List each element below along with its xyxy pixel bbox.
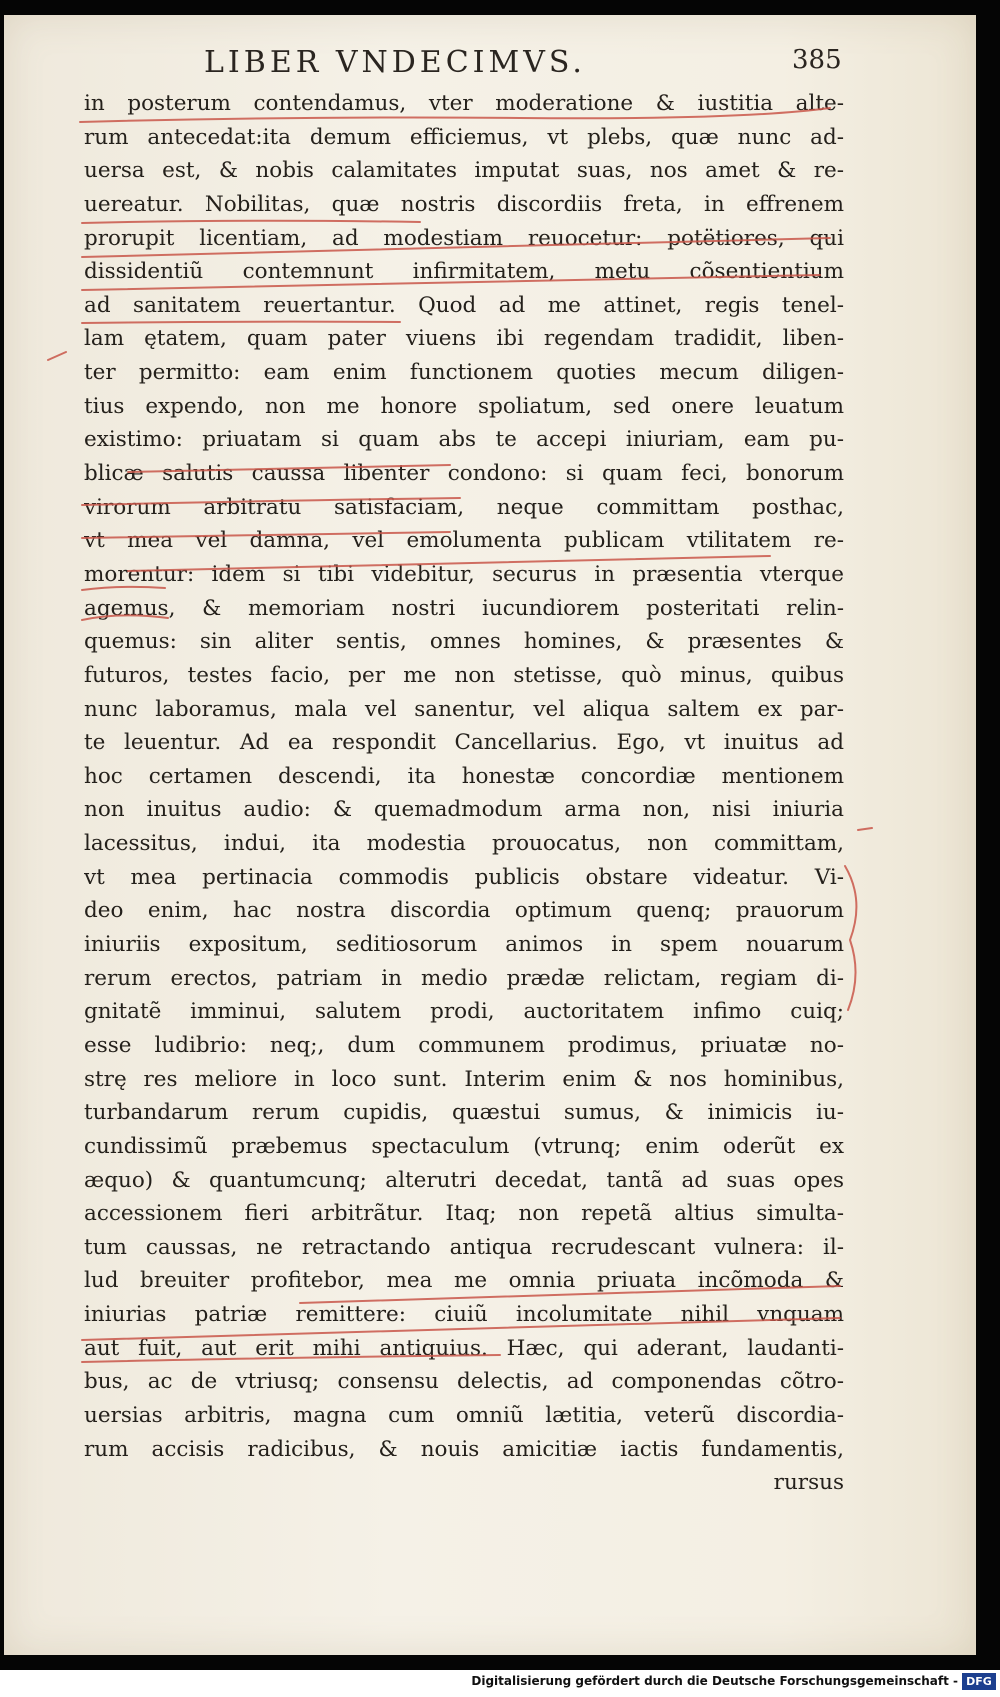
- text-line: cundissimũ præbemus spectaculum (vtrunq; enim oderũt ex: [84, 1133, 844, 1159]
- text-line: non inuitus audio: & quemadmodum arma non, nisi iniuria: [84, 797, 844, 823]
- text-line: aut fuit, aut erit mihi antiquius. Hæc, qui aderant, laudanti-: [84, 1335, 844, 1361]
- text-line: prorupit licentiam, ad modestiam reuocetur: potëtiores, qui: [84, 225, 844, 251]
- text-line: nunc laboramus, mala vel sanentur, vel aliqua saltem ex par-: [84, 696, 844, 722]
- dfg-logo: DFG: [962, 1673, 996, 1690]
- text-line: lam ętatem, quam pater viuens ibi regendam tradidit, liben-: [84, 326, 844, 352]
- text-line: hoc certamen descendi, ita honestæ concordiæ mentionem: [84, 763, 844, 789]
- text-line: tius expendo, non me honore spoliatum, sed onere leuatum: [84, 393, 844, 419]
- text-line: virorum arbitratu satisfaciam, neque committam posthac,: [84, 494, 844, 520]
- text-line: quemus: sin aliter sentis, omnes homines, & præsentes &: [84, 629, 844, 655]
- text-line: iniuriis expositum, seditiosorum animos in spem nouarum: [84, 932, 844, 958]
- text-line: esse ludibrio: neq;, dum communem prodimus, priuatæ no-: [84, 1032, 844, 1058]
- text-line: te leuentur. Ad ea respondit Cancellarius. Ego, vt inuitus ad: [84, 730, 844, 756]
- text-line: ad sanitatem reuertantur. Quod ad me attinet, regis tenel-: [84, 292, 844, 318]
- text-line: in posterum contendamus, vter moderatione & iustitia alte-: [84, 91, 844, 116]
- text-line: strę res meliore in loco sunt. Interim enim & nos hominibus,: [84, 1066, 844, 1092]
- text-line: tum caussas, ne retractando antiqua recrudescant vulnera: il-: [84, 1234, 844, 1260]
- text-line: rursus: [773, 1470, 844, 1496]
- text-line: existimo: priuatam si quam abs te accepi iniuriam, eam pu-: [84, 427, 844, 453]
- text-line: lacessitus, indui, ita modestia prouocatus, non committam,: [84, 831, 844, 857]
- text-line: turbandarum rerum cupidis, quæstui sumus, & inimicis iu-: [84, 1100, 844, 1126]
- text-line: vt mea pertinacia commodis publicis obstare videatur. Vi-: [84, 864, 844, 890]
- text-line: vt mea vel damna, vel emolumenta publicam vtilitatem re-: [84, 528, 844, 554]
- text-line: uereatur. Nobilitas, quæ nostris discordiis freta, in effrenem: [84, 191, 844, 217]
- text-line: iniurias patriæ remittere: ciuiũ incolumitate nihil vnquam: [84, 1302, 844, 1328]
- text-line: gnitatẽ imminui, salutem prodi, auctoritatem infimo cuiq;: [84, 999, 844, 1025]
- text-line: æquo) & quantumcunq; alterutri decedat, tantã ad suas opes: [84, 1167, 844, 1193]
- text-line: bus, ac de vtriusq; consensu delectis, ad componendas cõtro-: [84, 1369, 844, 1395]
- book-page: [4, 15, 976, 1655]
- text-line: dissidentiũ contemnunt infirmitatem, metu cõsentientium: [84, 259, 844, 285]
- text-line: accessionem fieri arbitrãtur. Itaq; non repetã altius simulta-: [84, 1201, 844, 1227]
- text-line: deo enim, hac nostra discordia optimum quenq; prauorum: [84, 898, 844, 924]
- text-line: agemus, & memoriam nostri iucundiorem posteritati relin-: [84, 595, 844, 621]
- text-line: rum antecedat:ita demum efficiemus, vt plebs, quæ nunc ad-: [84, 124, 844, 150]
- text-line: futuros, testes facio, per me non stetisse, quò minus, quibus: [84, 662, 844, 688]
- text-line: uersa est, & nobis calamitates imputat suas, nos amet & re-: [84, 158, 844, 184]
- running-title: LIBER VNDECIMVS.: [204, 45, 586, 80]
- text-line: lud breuiter profitebor, mea me omnia priuata incõmoda &: [84, 1268, 844, 1294]
- text-line: blicæ salutis caussa libenter condono: si quam feci, bonorum: [84, 461, 844, 487]
- text-line: rerum erectos, patriam in medio prædæ relictam, regiam di-: [84, 965, 844, 991]
- digitization-footer: [0, 1670, 1000, 1697]
- text-line: ter permitto: eam enim functionem quoties mecum diligen-: [84, 360, 844, 386]
- text-line: morentur: idem si tibi videbitur, securus in præsentia vterque: [84, 561, 844, 587]
- text-line: rum accisis radicibus, & nouis amicitiæ iactis fundamentis,: [84, 1436, 844, 1462]
- body-text: [84, 87, 844, 1500]
- page-number: 385: [792, 45, 842, 75]
- funding-credit: Digitalisierung gefördert durch die Deutsche Forschungsgemeinschaft -: [471, 1674, 958, 1688]
- text-line: uersias arbitris, magna cum omniũ lætitia, veterũ discordia-: [84, 1402, 844, 1428]
